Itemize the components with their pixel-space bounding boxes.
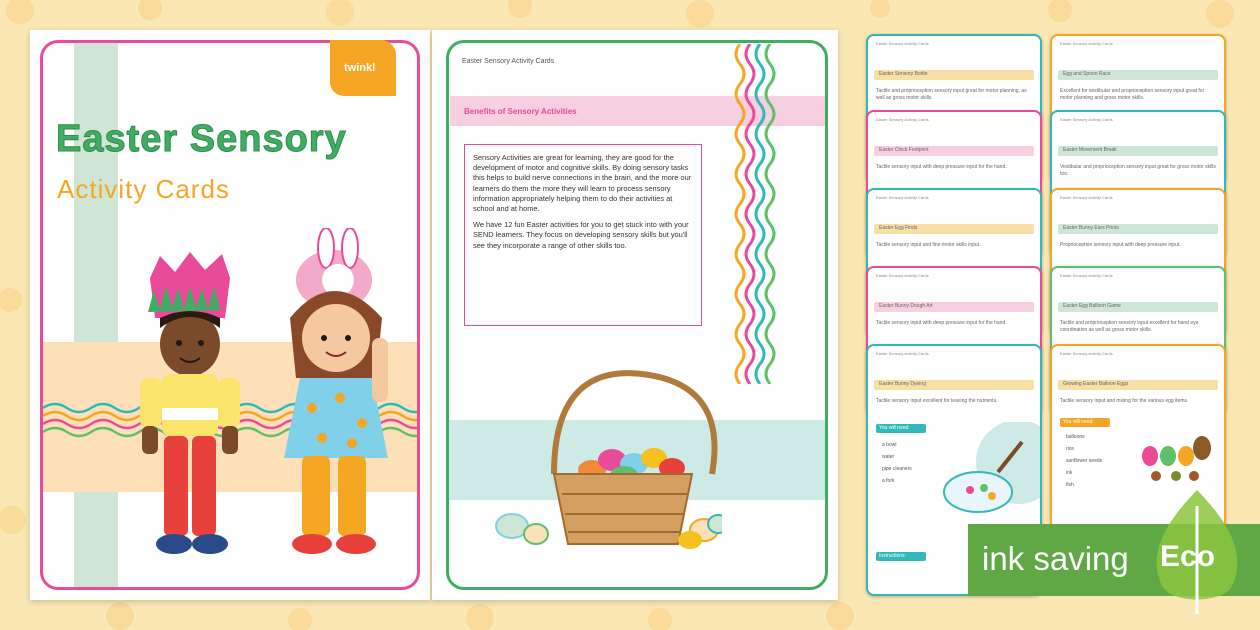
card-description: Tactile sensory input with deep pressure input for the hand. (876, 320, 1007, 326)
cover-page (30, 30, 430, 600)
boy-illustration (130, 248, 270, 568)
card-heading: Easter Bunny Dyeing (879, 381, 926, 387)
card-heading: Easter Sensory Bottle (879, 71, 928, 77)
inner-page (432, 30, 838, 600)
inner-waves (732, 44, 780, 384)
card-description: Tactile and proprioception sensory input excellent for hand eye coordination as well as gross motor skills. (1060, 320, 1199, 333)
benefits-paragraph-1: Sensory Activities are great for learning, they are good for the development of motor and cognitive skills. By doing sensory tasks this helps to build nerve connections in the brain, and the more our learners do them the more they will learn to process sensory information appropriately helping them to do their activities at school and at home. (473, 153, 692, 214)
easter-basket-illustration (492, 364, 722, 554)
you-will-need-label: You will need: (876, 424, 926, 433)
twinkl-logo-text: twinkl (344, 62, 376, 74)
girl-illustration (262, 228, 412, 568)
activity-card[interactable]: Easter Sensory Activity Cards Easter Bunny Dough Art Tactile sensory input with deep pressure input for the hand. (866, 266, 1042, 414)
card-description: Excellent for vestibular and proprioception sensory input great for motor planning and gross motor skills. (1060, 88, 1205, 101)
activity-card[interactable]: Easter Sensory Activity Cards Easter Egg Balloon Game Tactile and proprioception sensory input excellent for hand eye coordination as well as gross motor skills. (1050, 266, 1226, 414)
dyeing-illustration (938, 422, 1042, 522)
activity-card[interactable]: Easter Sensory Activity Cards Easter Chick Footprint Tactile sensory input with deep pressure input for the hand. (866, 110, 1042, 258)
activity-card-large[interactable]: Easter Sensory Activity Cards Growing Easter Balloon Eggs Tactile sensory input and mixing for the various egg items. You will need: balloons rice sunflower seeds ink fish (1050, 344, 1226, 544)
card-heading: Egg and Spoon Race (1063, 71, 1111, 77)
instructions-label: Instructions: (876, 552, 926, 561)
cover-title: Easter Sensory (56, 118, 347, 160)
cover-subtitle: Activity Cards (57, 174, 230, 204)
activity-card-large[interactable]: Easter Sensory Activity Cards Easter Bunny Dyeing Tactile sensory input excellent for teasing the nutrients. You will need: a bowl water pipe cleaners a fork Instructions: (866, 344, 1042, 596)
card-description: Tactile sensory input excellent for teasing the nutrients. (876, 398, 998, 404)
eco-label: Eco (1160, 540, 1216, 573)
card-heading: Easter Chick Footprint (879, 147, 929, 153)
card-description: Vestibular and proprioception sensory input great for gross motor skills too. (1060, 164, 1216, 177)
benefits-textbox (464, 144, 702, 326)
card-heading: Easter Bunny Ears Prints (1063, 225, 1119, 231)
card-heading: Easter Movement Break (1063, 147, 1117, 153)
card-heading: Easter Egg Finds (879, 225, 918, 231)
card-heading: Easter Egg Balloon Game (1063, 303, 1121, 309)
card-description: Tactile sensory input and fine motor skills input. (876, 242, 981, 248)
card-heading: Easter Bunny Dough Art (879, 303, 933, 309)
activity-card[interactable]: Easter Sensory Activity Cards Easter Bunny Ears Prints Proprioception sensory input with deep pressure input. (1050, 188, 1226, 336)
you-will-need-label: You will need: (1060, 418, 1110, 427)
activity-card[interactable]: Easter Sensory Activity Cards Easter Egg Finds Tactile sensory input and fine motor skills input. (866, 188, 1042, 336)
twinkl-logo[interactable] (330, 40, 396, 96)
section-heading: Benefits of Sensory Activities (464, 107, 577, 116)
card-description: Tactile and proprioception sensory input great for motor planning, as well as gross motor skills. (876, 88, 1027, 101)
activity-card[interactable]: Easter Sensory Activity Cards Easter Movement Break Vestibular and proprioception sensory input great for gross motor skills too. (1050, 110, 1226, 258)
benefits-paragraph-2: We have 12 fun Easter activities for you to get stuck into with your SEND learners. They focus on developing sensory skills but you'll see they incorporate a range of other skills too. (473, 220, 689, 250)
activity-card[interactable]: Easter Sensory Activity Cards Easter Sensory Bottle Tactile and proprioception sensory input great for motor planning, as well as gross motor skills. (866, 34, 1042, 182)
card-description: Tactile sensory input with deep pressure input for the hand. (876, 164, 1007, 170)
card-heading: Growing Easter Balloon Eggs (1063, 381, 1129, 387)
inner-running-head: Easter Sensory Activity Cards (462, 58, 555, 65)
card-description: Proprioception sensory input with deep pressure input. (1060, 242, 1181, 248)
ink-saving-label: ink saving (982, 540, 1129, 577)
card-description: Tactile sensory input and mixing for the various egg items. (1060, 398, 1189, 404)
activity-card[interactable]: Easter Sensory Activity Cards Egg and Spoon Race Excellent for vestibular and proprioception sensory input great for motor planning and gross motor skills. (1050, 34, 1226, 182)
